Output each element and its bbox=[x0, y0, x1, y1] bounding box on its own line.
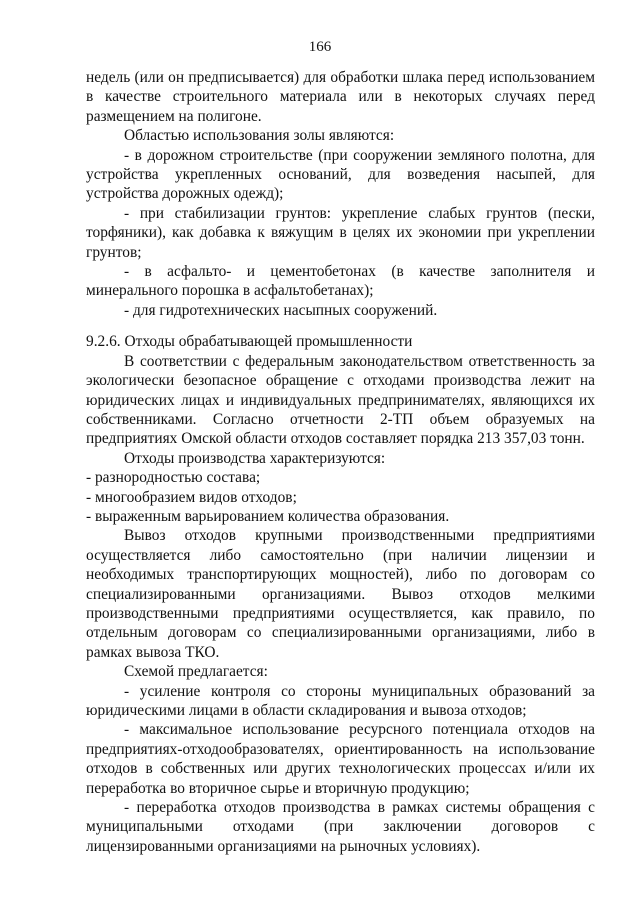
list-item-road-construction: - в дорожном строительстве (при сооружении земляного полотна, для устройства укрепленных оснований, для возведения насыпей, для устройства дорожных одежд); bbox=[86, 146, 595, 203]
paragraph-waste-removal: Вывоз отходов крупными производственными предприятиями осуществляется либо самостоятельно (при наличии лицензии и необходимых транспортирующих мощностей), либо по договорам со специализированными организациями. Вывоз отходов мелкими производственными предприятиями осуществляется, как правило, по отдельным договорам со специализированными организациями, либо в рамках вывоза ТКО. bbox=[86, 527, 595, 661]
list-item-processing: - переработка отходов производства в рамках системы обращения с муниципальными отходами (при заключении договоров с лицензированными организациями на рыночных условиях). bbox=[86, 799, 595, 855]
list-item-resource-use: - максимальное использование ресурсного потенциала отходов на предприятиях-отходообразователях, ориентированность на использование отходов в собственных или других технологических процессах и/или их переработка во вторичное сырье и вторичную продукцию; bbox=[86, 721, 595, 797]
paragraph-legislation: В соответствии с федеральным законодательством ответственность за экологически безопасное обращение с отходами производства лежит на юридических лицах и индивидуальных предпринимателях, являющихся их собственниками. Согласно отчетности 2-ТП объем образуемых на предприятиях Омской области отходов составляет порядка 213 357,03 тонн. bbox=[86, 352, 595, 448]
paragraph-ash-uses-intro: Областью использования золы являются: bbox=[124, 127, 395, 145]
list-item-variation: - выраженным варьированием количества образования. bbox=[86, 507, 450, 525]
page-number: 166 bbox=[308, 39, 332, 55]
section-heading: 9.2.6. Отходы обрабатывающей промышленности bbox=[86, 333, 413, 351]
paragraph-waste-characteristics-intro: Отходы производства характеризуются: bbox=[124, 449, 386, 467]
list-item-heterogeneity: - разнородностью состава; bbox=[86, 469, 261, 487]
paragraph-slag-continuation: недель (или он предписывается) для обработки шлака перед использованием в качестве строительного материала или в некоторых случаях перед размещением на полигоне. bbox=[86, 69, 595, 125]
list-item-hydraulic-embankments: - для гидротехнических насыпных сооружений. bbox=[124, 301, 438, 319]
list-item-diversity: - многообразием видов отходов; bbox=[86, 488, 297, 506]
document-body bbox=[86, 68, 595, 856]
list-item-control: - усиление контроля со стороны муниципальных образований за юридическими лицами в области складирования и вывоза отходов; bbox=[86, 682, 595, 719]
list-item-asphalt-concrete: - в асфальто- и цементобетонах (в качестве заполнителя и минерального порошка в асфальтобетанах); bbox=[86, 263, 595, 300]
list-item-soil-stabilization: - при стабилизации грунтов: укрепление слабых грунтов (пески, торфяники), как добавка к вяжущим в целях их экономии при укреплении грунтов; bbox=[86, 204, 595, 261]
paragraph-scheme-proposes: Схемой предлагается: bbox=[124, 663, 268, 681]
